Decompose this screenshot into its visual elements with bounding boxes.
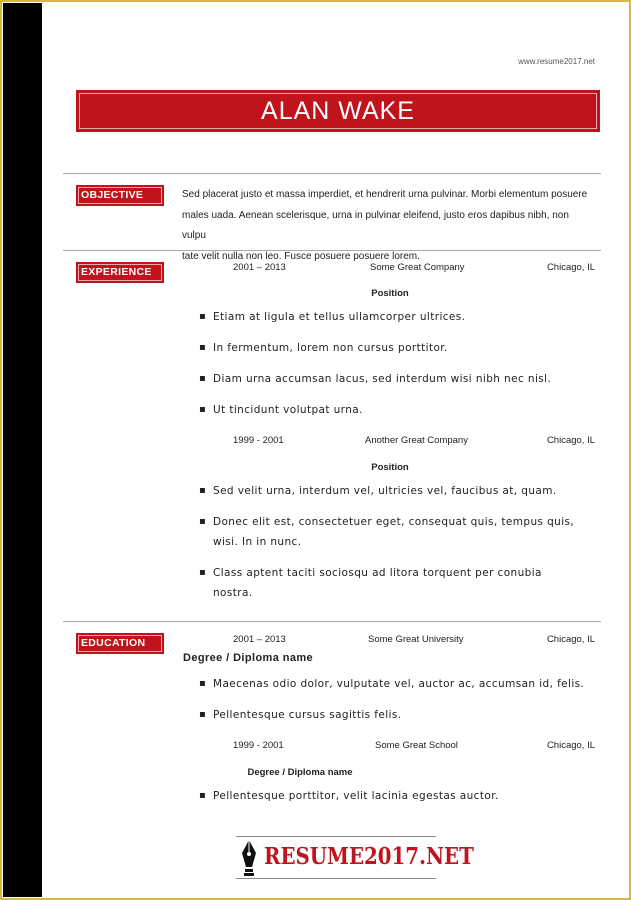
bullet-item: ▪ In fermentum, lorem non cursus porttitor. [200,338,585,358]
job-location: Chicago, IL [546,435,595,446]
footer-logo [236,836,474,882]
school-name: Some Great School [375,740,458,751]
objective-line: males uada. Aenean scelerisque, urna in pulvinar eleifend, justo eros dapibus nibh, non vulpu [182,209,569,241]
bullet-item: ▪ Etiam at ligula et tellus ullamcorper ultrices. [200,307,585,327]
candidate-name: ALAN WAKE [261,97,415,125]
section-label-education: EDUCATION [76,633,164,654]
objective-line: Sed placerat justo et massa imperdiet, et hendrerit urna pulvinar. Morbi elementum posuere [182,189,588,200]
bullet-item: ▪ Sed velit urna, interdum vel, ultricies vel, faucibus at, quam. [200,481,585,501]
job-years: 1999 - 2001 [233,435,284,446]
job-years: 2001 – 2013 [233,262,286,273]
section-label-objective: OBJECTIVE [76,185,164,206]
school-location: Chicago, IL [546,634,595,645]
school-bullets [200,786,585,806]
bullet-item: ▪ Diam urna accumsan lacus, sed interdum wisi nibh nec nisl. [200,369,585,389]
job-position: Position [371,462,409,473]
divider [63,173,601,174]
bullet-item: ▪ Ut tincidunt volutpat urna. [200,400,585,420]
left-sidebar-bar [3,3,42,897]
fountain-pen-icon [239,839,259,879]
job-company: Another Great Company [365,435,468,446]
bullet-item: ▪ Pellentesque porttitor, velit lacinia egestas auctor. [200,786,585,806]
objective-text [182,185,592,267]
job-company: Some Great Company [370,262,465,273]
divider [63,250,601,251]
school-bullets [200,674,585,725]
bullet-item: ▪ Maecenas odio dolor, vulputate vel, auctor ac, accumsan id, felis. [200,674,585,694]
school-location: Chicago, IL [546,740,595,751]
site-url: www.resume2017.net [518,57,595,66]
degree-name: Degree / Diploma name [183,652,314,664]
degree-name: Degree / Diploma name [247,767,353,778]
job-bullets [200,307,585,420]
logo-rule [236,878,436,879]
objective-line: tate velit nulla non leo. Fusce posuere posuere lorem. [182,250,420,262]
school-name: Some Great University [368,634,464,645]
logo-text: RESUME2017.NET [264,843,474,870]
logo-rule [236,836,436,837]
job-bullets [200,481,585,603]
bullet-item: ▪ Class aptent taciti sociosqu ad litora torquent per conubia nostra. [200,563,585,603]
school-years: 1999 - 2001 [233,740,284,751]
name-banner [76,90,600,132]
section-label-experience: EXPERIENCE [76,262,164,283]
school-years: 2001 – 2013 [233,634,286,645]
job-location: Chicago, IL [546,262,595,273]
bullet-item: ▪ Pellentesque cursus sagittis felis. [200,705,585,725]
bullet-item: ▪ Donec elit est, consectetuer eget, consequat quis, tempus quis, wisi. In in nunc. [200,512,585,552]
divider [63,621,601,622]
job-position: Position [371,288,409,299]
